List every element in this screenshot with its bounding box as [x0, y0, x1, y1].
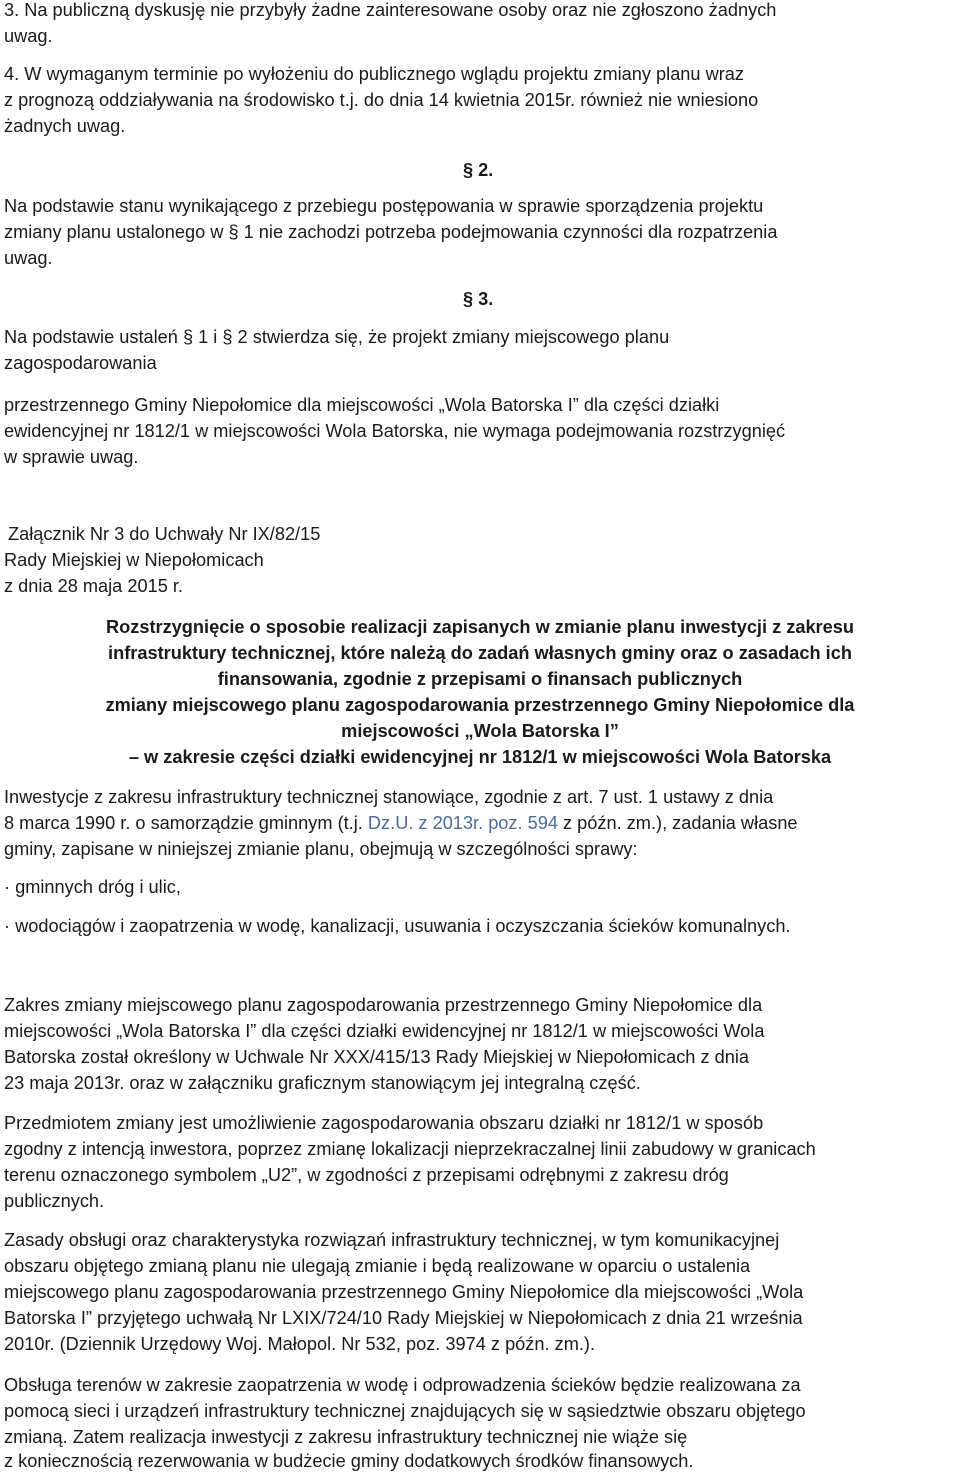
- text-line: 4. W wymaganym terminie po wyłożeniu do publicznego wglądu projektu zmiany planu wraz: [4, 64, 744, 84]
- list-item: · gminnych dróg i ulic,: [4, 877, 181, 897]
- section-heading: § 2.: [463, 160, 494, 180]
- attachment-line: z dnia 28 maja 2015 r.: [4, 576, 183, 596]
- text-line: miejscowości „Wola Batorska I” dla części działki ewidencyjnej nr 1812/1 w miejscowości Wola: [4, 1021, 765, 1041]
- text-line: w sprawie uwag.: [4, 447, 139, 467]
- section-heading: § 3.: [463, 289, 494, 309]
- text-line: uwag.: [4, 26, 53, 46]
- text-line: gminy, zapisane w niniejszej zmianie planu, obejmują w szczególności sprawy:: [4, 839, 638, 859]
- text-line: Batorska został określony w Uchwale Nr XXX/415/13 Rady Miejskiej w Niepołomicach z dnia: [4, 1047, 749, 1067]
- text-line: Zakres zmiany miejscowego planu zagospodarowania przestrzennego Gminy Niepołomice dla: [4, 995, 763, 1015]
- text-line: publicznych.: [4, 1191, 105, 1211]
- title-line: zmiany miejscowego planu zagospodarowania przestrzennego Gminy Niepołomice dla: [105, 695, 855, 715]
- text-line: zagospodarowania: [4, 353, 157, 373]
- text-line: zmianą. Zatem realizacja inwestycji z zakresu infrastruktury technicznej nie wiąże się: [4, 1427, 688, 1447]
- text-line: żadnych uwag.: [4, 116, 126, 136]
- text-line: Batorska I” przyjętego uchwałą Nr LXIX/724/10 Rady Miejskiej w Niepołomicach z dnia 21 września: [4, 1308, 803, 1328]
- text-line: uwag.: [4, 248, 53, 268]
- title-line: – w zakresie części działki ewidencyjnej nr 1812/1 w miejscowości Wola Batorska: [128, 747, 832, 767]
- text-line: 23 maja 2013r. oraz w załączniku graficznym stanowiącym jej integralną część.: [4, 1073, 641, 1093]
- list-item: · wodociągów i zaopatrzenia w wodę, kanalizacji, usuwania i oczyszczania ścieków komunalnych.: [4, 916, 791, 936]
- text-line: Inwestycje z zakresu infrastruktury technicznej stanowiące, zgodnie z art. 7 ust. 1 ustawy z dnia: [4, 787, 774, 807]
- text-line: Na podstawie ustaleń § 1 i § 2 stwierdza się, że projekt zmiany miejscowego planu: [4, 327, 670, 347]
- text-line: 2010r. (Dziennik Urzędowy Woj. Małopol. Nr 532, poz. 3974 z późn. zm.).: [4, 1334, 596, 1354]
- text-line: z koniecznością rezerwowania w budżecie gminy dodatkowych środków finansowych.: [4, 1451, 694, 1471]
- law-reference-link[interactable]: Dz.U. z 2013r. poz. 594: [367, 813, 558, 833]
- attachment-line: Załącznik Nr 3 do Uchwały Nr IX/82/15: [8, 524, 321, 544]
- text-line: ewidencyjnej nr 1812/1 w miejscowości Wola Batorska, nie wymaga podejmowania rozstrzygnięć: [4, 421, 786, 441]
- text-line: miejscowego planu zagospodarowania przestrzennego Gminy Niepołomice dla miejscowości „Wola: [4, 1282, 804, 1302]
- text-line: pomocą sieci i urządzeń infrastruktury technicznej znajdujących się w sąsiedztwie obszaru objętego: [4, 1401, 806, 1421]
- text-line: Na podstawie stanu wynikającego z przebiegu postępowania w sprawie sporządzenia projektu: [4, 196, 764, 216]
- attachment-line: Rady Miejskiej w Niepołomicach: [4, 550, 264, 570]
- title-line: Rozstrzygnięcie o sposobie realizacji zapisanych w zmianie planu inwestycji z zakresu: [106, 617, 854, 637]
- text-line: Przedmiotem zmiany jest umożliwienie zagospodarowania obszaru działki nr 1812/1 w sposób: [4, 1113, 764, 1133]
- text-line: 3. Na publiczną dyskusję nie przybyły żadne zainteresowane osoby oraz nie zgłoszono żadnych: [4, 0, 777, 20]
- text-span: z późn. zm.), zadania własne: [557, 813, 798, 833]
- text-line: obszaru objętego zmianą planu nie ulegają zmianie i będą realizowane w oparciu o ustalenia: [4, 1256, 751, 1276]
- text-line: zmiany planu ustalonego w § 1 nie zachodzi potrzeba podejmowania czynności dla rozpatrzenia: [4, 222, 778, 242]
- text-line: Obsługa terenów w zakresie zaopatrzenia w wodę i odprowadzenia ścieków będzie realizowana za: [4, 1375, 801, 1395]
- text-line: z prognozą oddziaływania na środowisko t.j. do dnia 14 kwietnia 2015r. również nie wniesiono: [4, 90, 759, 110]
- text-line: [4, 810, 798, 836]
- text-line: przestrzennego Gminy Niepołomice dla miejscowości „Wola Batorska I” dla części działki: [4, 395, 720, 415]
- title-line: finansowania, zgodnie z przepisami o finansach publicznych: [217, 669, 743, 689]
- text-line: terenu oznaczonego symbolem „U2”, w zgodności z przepisami odrębnymi z zakresu dróg: [4, 1165, 729, 1185]
- text-line: Zasady obsługi oraz charakterystyka rozwiązań infrastruktury technicznej, w tym komunikacyjnej: [4, 1230, 780, 1250]
- text-span: 8 marca 1990 r. o samorządzie gminnym (t.j.: [4, 813, 368, 833]
- title-line: infrastruktury technicznej, które należą do zadań własnych gminy oraz o zasadach ich: [108, 643, 852, 663]
- title-line: miejscowości „Wola Batorska I”: [341, 721, 619, 741]
- text-line: zgodny z intencją inwestora, poprzez zmianę lokalizacji nieprzekraczalnej linii zabudowy w granicach: [4, 1139, 816, 1159]
